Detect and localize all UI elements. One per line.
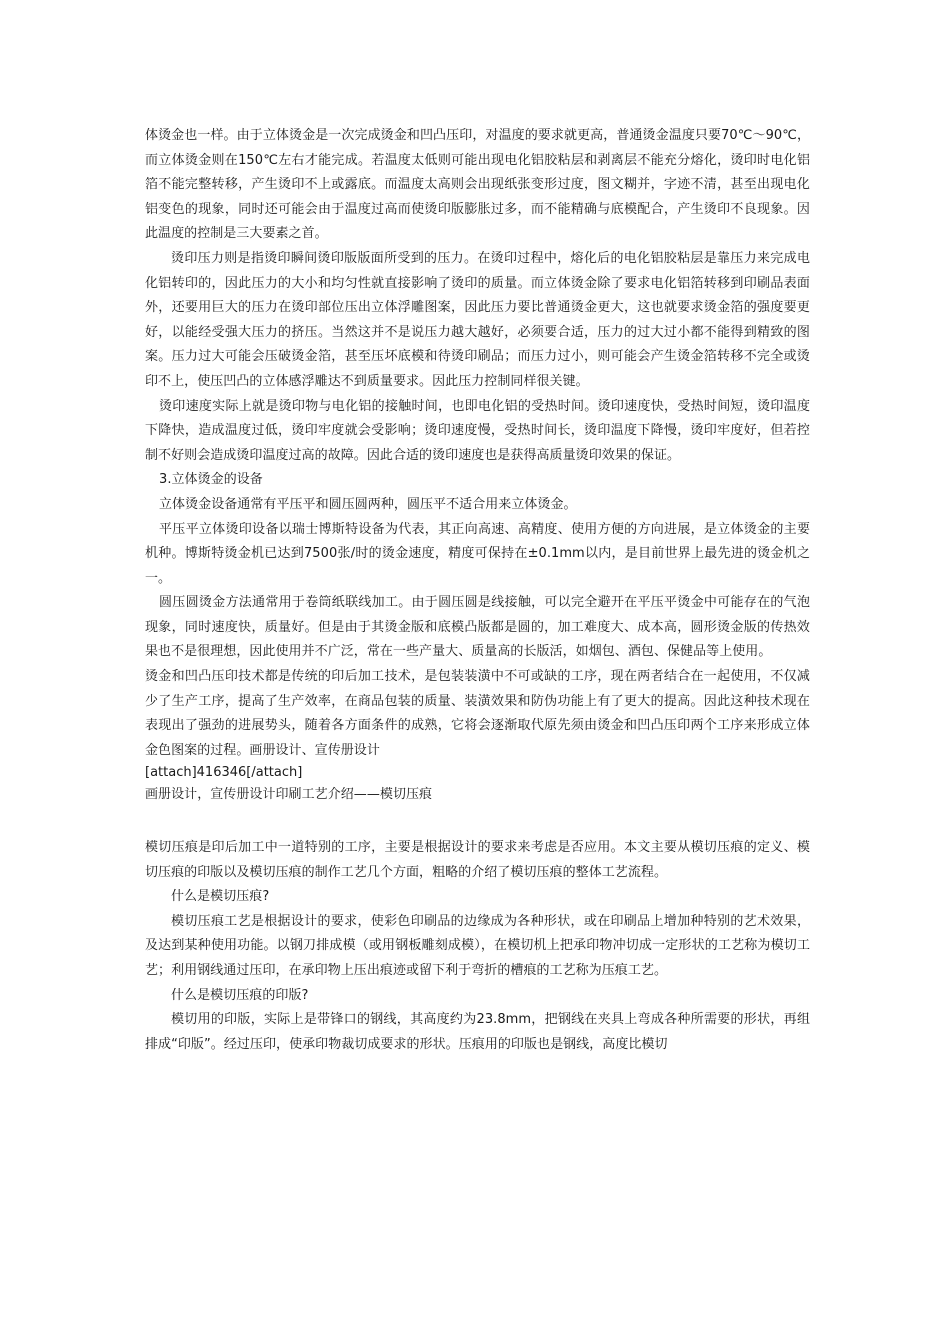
- paragraph-flat-press: 平压平立体烫印设备以瑞士博斯特设备为代表，其正向高速、高精度、使用方便的方向进展，是立体烫金的主要机种。博斯特烫金机已达到7500张/时的烫金速度，精度可保持在±0.1mm以内，是目前世界上最先进的烫金机之一。: [145, 521, 810, 586]
- document-page: [145, 124, 810, 1057]
- subheading-equipment: 3.立体烫金的设备: [159, 472, 263, 488]
- paragraph-die-cut-plate: 模切用的印版，实际上是带锋口的钢线，其高度约为23.8mm，把钢线在夹具上弯成各种所需要的形状，再组排成“印版”。经过压印，使承印物裁切成要求的形状。压痕用的印版也是钢线，高度比模切: [145, 1012, 810, 1052]
- paragraph-rotary-press: 圆压圆烫金方法通常用于卷筒纸联线加工。由于圆压圆是线接触，可以完全避开在平压平烫金中可能存在的气泡现象，同时速度快，质量好。但是由于其烫金版和底模凸版都是圆的，加工难度大、成本高，圆形烫金版的传热效果也不是很理想，因此使用并不广泛，常在一些产量大、质量高的长版活，如烟包、酒包、保健品等上使用。: [145, 595, 810, 660]
- paragraph-equipment-types: 立体烫金设备通常有平压平和圆压圆两种，圆压平不适合用来立体烫金。: [159, 496, 577, 512]
- paragraph-die-cut-intro: 模切压痕是印后加工中一道特别的工序，主要是根据设计的要求来考虑是否应用。本文主要从模切压痕的定义、模切压痕的印版以及模切压痕的制作工艺几个方面，粗略的介绍了模切压痕的整体工艺流程。: [145, 840, 810, 880]
- paragraph-conclusion: 烫金和凹凸压印技术都是传统的印后加工技术，是包装装潢中不可或缺的工序，现在两者结合在一起使用，不仅减少了生产工序，提高了生产效率，在商品包装的质量、装潢效果和防伪功能上有了更大的提高。因此这种技术现在表现出了强劲的进展势头，随着各方面条件的成熟，它将会逐渐取代原先须由烫金和凹凸压印两个工序来形成立体金色图案的过程。画册设计、宣传册设计: [145, 669, 810, 758]
- paragraph-die-cut-definition: 模切压痕工艺是根据设计的要求，使彩色印刷品的边缘成为各种形状，或在印刷品上增加种特别的艺术效果，及达到某种使用功能。以钢刀排成模（或用钢板雕刻成模），在模切机上把承印物冲切成一定形状的工艺称为模切工艺；利用钢线通过压印，在承印物上压出痕迹或留下利于弯折的槽痕的工艺称为压痕工艺。: [145, 913, 810, 978]
- section-title: 画册设计，宣传册设计印刷工艺介绍——模切压痕: [145, 787, 433, 803]
- section-body: [145, 836, 810, 1057]
- question-what-is-die-cut: 什么是模切压痕?: [171, 889, 270, 905]
- question-die-cut-plate: 什么是模切压痕的印版?: [171, 987, 309, 1003]
- attachment-tag: [attach]416346[/attach]: [145, 765, 303, 781]
- paragraph-temperature: 体烫金也一样。由于立体烫金是一次完成烫金和凹凸压印，对温度的要求就更高，普通烫金温度只要70℃～90℃，而立体烫金则在150℃左右才能完成。若温度太低则可能出现电化铝胶粘层和剥离层不能充分熔化，烫印时电化铝箔不能完整转移，产生烫印不上或露底。而温度太高则会出现纸张变形过度，图文糊并，字迹不清，甚至出现电化铝变色的现象，同时还可能会由于温度过高而使烫印版膨胀过多，而不能精确与底模配合，产生烫印不良现象。因此温度的控制是三大要素之首。: [145, 128, 810, 242]
- paragraph-pressure: 烫印压力则是指烫印瞬间烫印版版面所受到的压力。在烫印过程中，熔化后的电化铝胶粘层是靠压力来完成电化铝转印的，因此压力的大小和均匀性就直接影响了烫印的质量。而立体烫金除了要求电化铝箔转移到印刷品表面外，还要用巨大的压力在烫印部位压出立体浮雕图案，因此压力要比普通烫金更大，这也就要求烫金箔的强度要更好，以能经受强大压力的挤压。当然这并不是说压力越大越好，必须要合适，压力的过大过小都不能得到精致的图案。压力过大可能会压破烫金箔，甚至压坏底模和待烫印刷品；而压力过小，则可能会产生烫金箔转移不完全或烫印不上，使压凹凸的立体感浮雕达不到质量要求。因此压力控制同样很关键。: [145, 250, 810, 389]
- paragraph-speed: 烫印速度实际上就是烫印物与电化铝的接触时间，也即电化铝的受热时间。烫印速度快，受热时间短，烫印温度下降快，造成温度过低，烫印牢度就会受影响；烫印速度慢，受热时间长，烫印温度下降慢，烫印牢度好，但若控制不好则会造成烫印温度过高的故障。因此合适的烫印速度也是获得高质量烫印效果的保证。: [145, 398, 810, 463]
